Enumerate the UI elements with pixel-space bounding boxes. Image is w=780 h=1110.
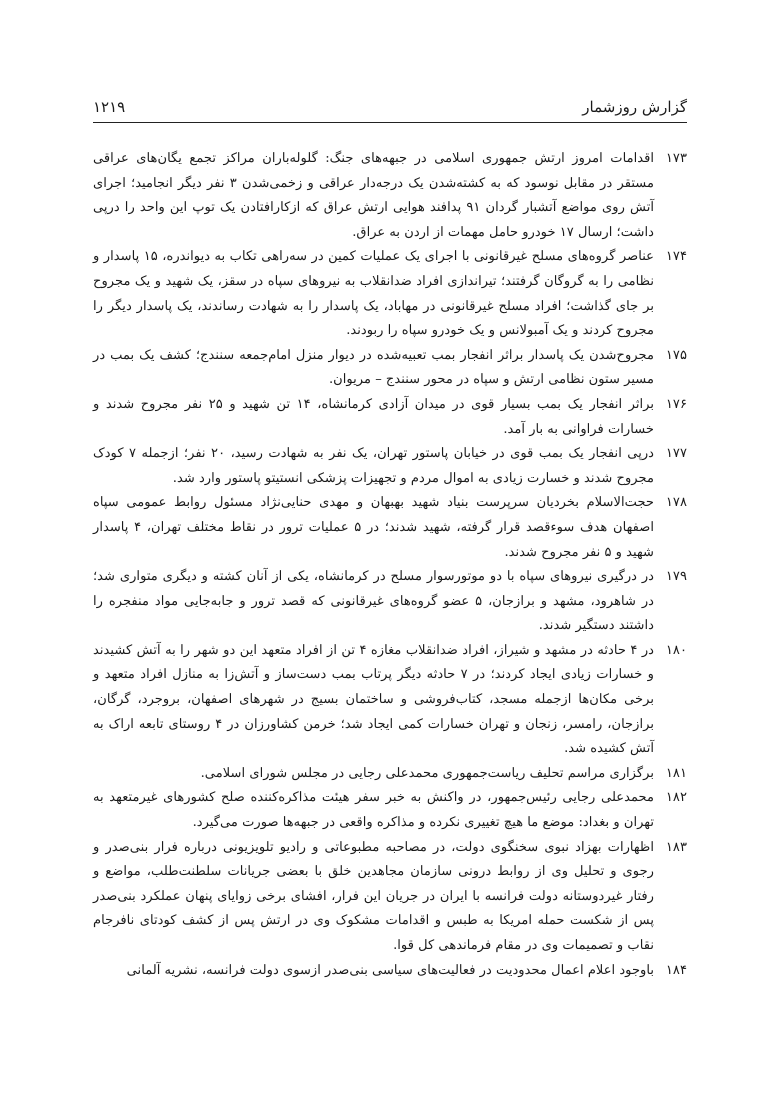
entry-text: مجروح‌شدن یک پاسدار براثر انفجار بمب تعبیه‌شده در دیوار منزل امام‌جمعه سنندج؛ کشف یک بمب در مسیر ستون نظامی ارتش و سپاه در محور سنندج – مریوان. — [93, 347, 654, 388]
page-number: ۱۲۱۹ — [93, 98, 126, 116]
entry-text: در ۴ حادثه در مشهد و شیراز، افراد ضدانقلاب مغازه ۴ تن از افراد متعهد این دو شهر را به آتش کشیدند و خسارات زیادی ایجاد کردند؛ در ۷ حادثه دیگر پرتاب بمب دست‌ساز و آتش‌زا به منازل افراد متعهد و برخی مکان‌ها ازجمله مسجد، کتاب‌فروشی و ساختمان بسیج در شهرهای اصفهان، بروجرد، گرگان، برازجان، رامسر، زنجان و تهران خسارات کمی ایجاد شد؛ خرمن کشاورزان در ۴ روستای تابعه اراک به آتش کشیده شد. — [93, 642, 655, 757]
entry-text: اقدامات امروز ارتش جمهوری اسلامی در جبهه‌های جنگ: گلوله‌باران مراکز تجمع یگان‌های عراقی مستقر در مقابل نوسود که به کشته‌شدن یک درجه‌دار عراقی و زخمی‌شدن ۳ نفر دیگر انجامید؛ اجرای آتش روی مواضع آتشبار گردان ۹۱ پدافند هوایی ارتش عراق که ازکارافتادن یک توپ این واحد را درپی داشت؛ ارسال ۱۷ خودرو حامل مهمات از اردن به عراق. — [93, 151, 655, 240]
entry-text: اظهارات بهزاد نبوی سخنگوی دولت، در مصاحبه مطبوعاتی و رادیو تلویزیونی درباره فرار بنی‌صدر و رجوی و تحلیل وی از روابط درونی سازمان مجاهدین خلق با بعضی جریانات سلطنت‌طلب، مواضع و رفتار غیردوستانه دولت فرانسه با ایران در جریان این فرار، افشای برخی زوایای پنهان عملکرد بنی‌صدر پس از شکست حمله امریکا به طبس و اقدامات مشکوک وی در ارتش پس از کشف کودتای نافرجام نقاب و تصمیمات وی در مقام فرماندهی کل قوا. — [93, 839, 654, 953]
entry-number: ۱۸۳ — [665, 839, 687, 855]
entry-text: عناصر گروه‌های مسلح غیرقانونی با اجرای یک عملیات کمین در سه‌راهی تکاب به دیواندره، ۱۵ پاسدار و نظامی را به گروگان گرفتند؛ تیراندازی افراد ضدانقلاب به نیروهای سپاه در سقز، یک شهید و یک مجروح بر جای گذاشت؛ افراد مسلح غیرقانونی در مهاباد، یک پاسدار را به شهادت رساندند، یک پاسدار دیگر را مجروح کردند و یک آمبولانس و یک خودرو سپاه را ربودند. — [93, 249, 654, 339]
entry-number: ۱۷۴ — [665, 249, 687, 265]
entry-175 — [93, 344, 687, 393]
entry-177 — [93, 442, 687, 491]
entry-180 — [93, 639, 687, 762]
entry-text: حجت‌الاسلام بخردیان سرپرست بنیاد شهید بهبهان و مهدی حنایی‌نژاد مسئول روابط عمومی سپاه اصفهان هدف سوءقصد قرار گرفته، شهید شدند؛ در ۵ عملیات ترور در نقاط مختلف تهران، ۴ پاسدار شهید و ۵ نفر مجروح شدند. — [93, 495, 654, 560]
entry-number: ۱۷۶ — [665, 396, 687, 412]
entry-text: باوجود اعلام اعمال محدودیت در فعالیت‌های سیاسی بنی‌صدر ازسوی دولت فرانسه، نشریه آلمانی — [126, 962, 654, 978]
page-header — [93, 86, 687, 116]
entry-178 — [93, 491, 687, 565]
running-title: گزارش روزشمار — [582, 98, 687, 116]
entry-number: ۱۷۵ — [665, 347, 687, 363]
entry-number: ۱۷۸ — [665, 495, 687, 511]
entry-182 — [93, 786, 687, 835]
entry-number: ۱۷۹ — [665, 569, 687, 585]
entry-number: ۱۸۲ — [665, 790, 687, 806]
entry-number: ۱۸۴ — [665, 962, 687, 978]
entry-179 — [93, 565, 687, 639]
entry-176 — [93, 393, 687, 442]
entry-text: براثر انفجار یک بمب بسیار قوی در میدان آزادی کرمانشاه، ۱۴ تن شهید و ۲۵ نفر مجروح شدند و خسارات فراوانی به بار آمد. — [93, 396, 655, 437]
entry-text: در درگیری نیروهای سپاه با دو موتورسوار مسلح در کرمانشاه، یکی از آنان کشته و دیگری متواری شد؛ در شاهرود، مشهد و برازجان، ۵ عضو گروه‌های غیرقانونی که قصد ترور و جابه‌جایی مواد منفجره را داشتند دستگیر شدند. — [93, 569, 654, 634]
header-rule — [93, 122, 687, 123]
entry-number: ۱۸۰ — [665, 642, 687, 658]
entries-list — [93, 147, 687, 983]
entry-174 — [93, 245, 687, 343]
entry-173 — [93, 147, 687, 245]
entry-183 — [93, 836, 687, 959]
entry-number: ۱۷۷ — [665, 446, 687, 462]
entry-number: ۱۸۱ — [665, 765, 687, 781]
entry-text: محمدعلی رجایی رئیس‌جمهور، در واکنش به خبر سفر هیئت مذاکره‌کننده صلح کشورهای غیرمتعهد به تهران و بغداد: موضع ما هیچ تغییری نکرده و مذاکره واقعی در جبهه‌ها صورت می‌گیرد. — [93, 790, 654, 831]
entry-181 — [93, 762, 687, 787]
entry-number: ۱۷۳ — [665, 151, 687, 166]
entry-184 — [93, 959, 687, 984]
entry-text: درپی انفجار یک بمب قوی در خیابان پاستور تهران، یک نفر به شهادت رسید، ۲۰ نفر؛ ازجمله ۷ کودک مجروح شدند و خسارت زیادی به اموال مردم و تجهیزات پزشکی انستیتو پاستور وارد شد. — [93, 446, 655, 486]
entry-text: برگزاری مراسم تحلیف ریاست‌جمهوری محمدعلی رجایی در مجلس شورای اسلامی. — [200, 765, 654, 781]
